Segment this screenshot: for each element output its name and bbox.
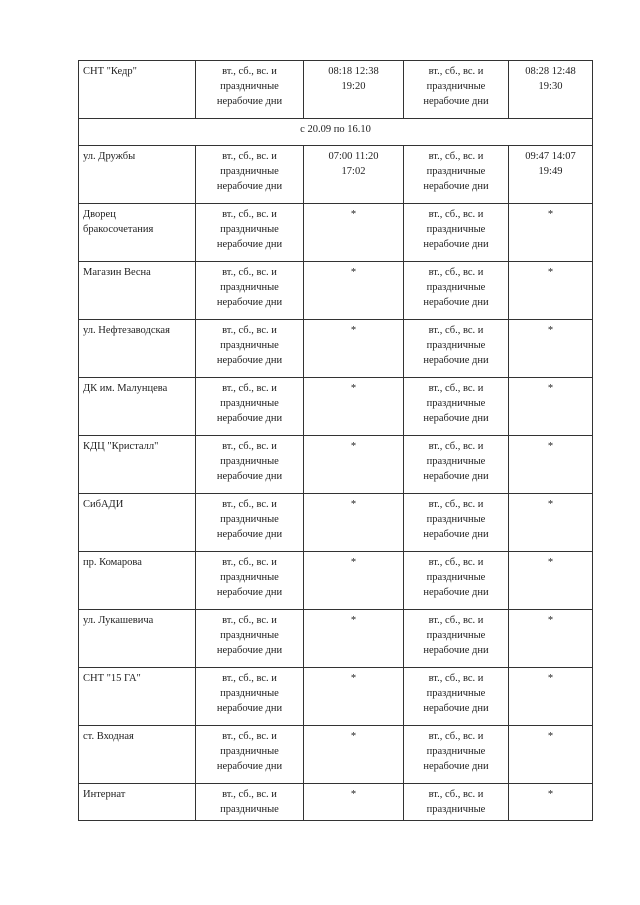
- table-row: [79, 784, 593, 821]
- time-cell: [509, 610, 593, 668]
- time-cell: [509, 784, 593, 821]
- days-line: праздничные: [220, 804, 279, 815]
- days-line: нерабочие дни: [216, 181, 283, 192]
- time-line: 07:00 11:20: [328, 151, 379, 162]
- star-mark: *: [547, 499, 554, 510]
- stop-name: [79, 320, 196, 378]
- time-line: 17:02: [341, 166, 366, 177]
- stop-name-line: бракосочетания: [83, 224, 154, 235]
- days-line: вт., сб., вс. и: [222, 441, 277, 452]
- days-line: вт., сб., вс. и: [222, 383, 277, 394]
- star-mark: *: [547, 789, 554, 800]
- days-cell: [404, 494, 509, 552]
- star-mark: *: [350, 789, 357, 800]
- stop-name: [79, 494, 196, 552]
- days-line: нерабочие дни: [423, 239, 489, 250]
- days-line: праздничные: [426, 282, 486, 293]
- days-line: вт., сб., вс. и: [428, 66, 484, 77]
- days-line: нерабочие дни: [423, 587, 489, 598]
- days-cell: [404, 668, 509, 726]
- days-line: праздничные: [220, 688, 279, 699]
- stop-name-line: СибАДИ: [83, 499, 124, 510]
- star-mark: *: [547, 383, 554, 394]
- star-mark: *: [547, 615, 554, 626]
- days-cell: [404, 552, 509, 610]
- days-line: вт., сб., вс. и: [428, 209, 484, 220]
- days-cell: [404, 610, 509, 668]
- time-cell: [304, 320, 404, 378]
- days-cell: [196, 610, 304, 668]
- days-line: праздничные: [220, 398, 279, 409]
- days-cell: [196, 436, 304, 494]
- time-cell: [304, 726, 404, 784]
- days-line: праздничные: [220, 630, 279, 641]
- time-cell: [509, 726, 593, 784]
- days-line: нерабочие дни: [216, 587, 283, 598]
- star-mark: *: [547, 441, 554, 452]
- time-cell: [509, 668, 593, 726]
- time-cell: [509, 378, 593, 436]
- days-line: праздничные: [426, 804, 486, 815]
- days-cell: [404, 784, 509, 821]
- period-row: [79, 119, 593, 146]
- star-mark: *: [350, 731, 357, 742]
- time-cell: [509, 61, 593, 119]
- star-mark: *: [350, 267, 357, 278]
- stop-name: [79, 262, 196, 320]
- star-mark: *: [547, 325, 554, 336]
- time-cell: [509, 262, 593, 320]
- days-line: вт., сб., вс. и: [222, 789, 277, 800]
- days-line: нерабочие дни: [216, 239, 283, 250]
- days-cell: [196, 726, 304, 784]
- days-line: вт., сб., вс. и: [222, 151, 277, 162]
- days-line: вт., сб., вс. и: [222, 615, 277, 626]
- table-row: [79, 552, 593, 610]
- time-cell: [304, 146, 404, 204]
- days-line: праздничные: [426, 224, 486, 235]
- time-cell: [304, 262, 404, 320]
- days-cell: [404, 61, 509, 119]
- days-cell: [196, 552, 304, 610]
- days-line: праздничные: [220, 81, 279, 92]
- bus-schedule-table: [78, 60, 593, 821]
- table-row: [79, 494, 593, 552]
- stop-name-line: ул. Дружбы: [83, 151, 136, 162]
- star-mark: *: [350, 615, 357, 626]
- stop-name-line: ул. Нефтезаводская: [83, 325, 170, 336]
- time-cell: [304, 784, 404, 821]
- days-line: нерабочие дни: [216, 471, 283, 482]
- stop-name: [79, 436, 196, 494]
- table-row: [79, 61, 593, 119]
- days-cell: [196, 61, 304, 119]
- time-line: 08:18 12:38: [328, 66, 379, 77]
- days-line: вт., сб., вс. и: [428, 615, 484, 626]
- days-cell: [196, 262, 304, 320]
- days-cell: [404, 146, 509, 204]
- days-line: нерабочие дни: [216, 96, 283, 107]
- days-line: вт., сб., вс. и: [222, 66, 277, 77]
- days-line: праздничные: [220, 224, 279, 235]
- time-cell: [304, 610, 404, 668]
- days-cell: [196, 320, 304, 378]
- star-mark: *: [547, 209, 554, 220]
- star-mark: *: [350, 383, 357, 394]
- table-row: [79, 610, 593, 668]
- stop-name: СНТ "Кедр": [79, 61, 196, 119]
- days-cell: [404, 726, 509, 784]
- time-cell: [509, 204, 593, 262]
- days-line: праздничные: [426, 630, 486, 641]
- days-line: вт., сб., вс. и: [428, 383, 484, 394]
- days-line: праздничные: [426, 688, 486, 699]
- stop-name-line: ДК им. Малунцева: [83, 383, 168, 394]
- days-cell: [404, 320, 509, 378]
- time-cell: [509, 436, 593, 494]
- days-line: вт., сб., вс. и: [428, 673, 484, 684]
- days-line: нерабочие дни: [423, 645, 489, 656]
- days-line: вт., сб., вс. и: [428, 557, 484, 568]
- days-line: нерабочие дни: [423, 413, 489, 424]
- days-line: нерабочие дни: [216, 355, 283, 366]
- stop-name: [79, 668, 196, 726]
- star-mark: *: [350, 499, 357, 510]
- star-mark: *: [350, 325, 357, 336]
- star-mark: *: [547, 557, 554, 568]
- time-cell: [304, 378, 404, 436]
- table-row: [79, 726, 593, 784]
- stop-name: [79, 204, 196, 262]
- stop-name: [79, 552, 196, 610]
- days-line: праздничные: [426, 514, 486, 525]
- stop-name-line: Интернат: [83, 789, 126, 800]
- time-cell: [304, 668, 404, 726]
- days-cell: [196, 784, 304, 821]
- time-line: 08:28 12:48: [525, 66, 576, 77]
- days-line: праздничные: [426, 81, 486, 92]
- days-line: нерабочие дни: [423, 355, 489, 366]
- stop-name-line: Дворец: [83, 209, 116, 220]
- days-line: праздничные: [220, 456, 279, 467]
- days-line: праздничные: [220, 340, 279, 351]
- days-cell: [196, 378, 304, 436]
- days-cell: [404, 262, 509, 320]
- star-mark: *: [350, 673, 357, 684]
- days-line: праздничные: [426, 166, 486, 177]
- stop-name: [79, 378, 196, 436]
- time-cell: [509, 320, 593, 378]
- days-line: вт., сб., вс. и: [222, 209, 277, 220]
- table-row: [79, 436, 593, 494]
- table-row: [79, 668, 593, 726]
- days-line: нерабочие дни: [423, 761, 489, 772]
- days-line: нерабочие дни: [216, 413, 283, 424]
- stop-name-line: Магазин Весна: [83, 267, 151, 278]
- days-line: вт., сб., вс. и: [428, 731, 484, 742]
- time-cell: [304, 494, 404, 552]
- days-line: праздничные: [220, 514, 279, 525]
- days-line: праздничные: [220, 572, 279, 583]
- stop-name-line: пр. Комарова: [83, 557, 142, 568]
- days-line: вт., сб., вс. и: [222, 325, 277, 336]
- time-cell: [509, 146, 593, 204]
- stop-name-line: ул. Лукашевича: [83, 615, 154, 626]
- days-line: нерабочие дни: [216, 761, 283, 772]
- days-line: нерабочие дни: [216, 529, 283, 540]
- days-line: нерабочие дни: [216, 703, 283, 714]
- days-line: нерабочие дни: [423, 181, 489, 192]
- days-line: праздничные: [220, 166, 279, 177]
- days-cell: [404, 204, 509, 262]
- star-mark: *: [547, 673, 554, 684]
- time-cell: [509, 552, 593, 610]
- star-mark: *: [350, 209, 357, 220]
- days-line: нерабочие дни: [423, 471, 489, 482]
- days-line: праздничные: [220, 282, 279, 293]
- days-line: вт., сб., вс. и: [428, 151, 484, 162]
- stop-name: [79, 610, 196, 668]
- table-row: [79, 262, 593, 320]
- time-cell: [304, 552, 404, 610]
- days-line: нерабочие дни: [423, 96, 489, 107]
- days-cell: [196, 204, 304, 262]
- days-cell: [196, 668, 304, 726]
- table-row: [79, 146, 593, 204]
- days-line: праздничные: [426, 746, 486, 757]
- days-line: нерабочие дни: [216, 297, 283, 308]
- days-line: вт., сб., вс. и: [428, 499, 484, 510]
- days-line: вт., сб., вс. и: [428, 267, 484, 278]
- star-mark: *: [547, 731, 554, 742]
- days-cell: [404, 436, 509, 494]
- stop-name: [79, 146, 196, 204]
- time-cell: [304, 61, 404, 119]
- star-mark: *: [350, 441, 357, 452]
- star-mark: *: [547, 267, 554, 278]
- star-mark: *: [350, 557, 357, 568]
- days-line: вт., сб., вс. и: [222, 731, 277, 742]
- stop-name: [79, 784, 196, 821]
- time-line: 09:47 14:07: [525, 151, 576, 162]
- table-row: [79, 320, 593, 378]
- time-line: 19:49: [538, 166, 563, 177]
- period-label: с 20.09 по 16.10: [79, 119, 593, 146]
- days-line: праздничные: [426, 572, 486, 583]
- time-line: 19:20: [341, 81, 366, 92]
- days-line: праздничные: [426, 398, 486, 409]
- time-cell: [304, 436, 404, 494]
- days-line: вт., сб., вс. и: [222, 673, 277, 684]
- days-line: праздничные: [426, 456, 486, 467]
- days-line: праздничные: [426, 340, 486, 351]
- days-line: нерабочие дни: [216, 645, 283, 656]
- stop-name-line: КДЦ "Кристалл": [83, 441, 159, 452]
- days-line: нерабочие дни: [423, 529, 489, 540]
- days-line: нерабочие дни: [423, 297, 489, 308]
- time-cell: [304, 204, 404, 262]
- stop-name-line: СНТ "15 ГА": [83, 673, 141, 684]
- stop-name: [79, 726, 196, 784]
- table-row: [79, 204, 593, 262]
- days-line: вт., сб., вс. и: [222, 557, 277, 568]
- days-line: вт., сб., вс. и: [428, 325, 484, 336]
- days-cell: [196, 494, 304, 552]
- stop-name-line: ст. Входная: [83, 731, 134, 742]
- days-line: праздничные: [220, 746, 279, 757]
- days-cell: [404, 378, 509, 436]
- days-line: вт., сб., вс. и: [222, 499, 277, 510]
- days-line: вт., сб., вс. и: [428, 789, 484, 800]
- table-row: [79, 378, 593, 436]
- days-line: нерабочие дни: [423, 703, 489, 714]
- days-cell: [196, 146, 304, 204]
- time-line: 19:30: [538, 81, 563, 92]
- time-cell: [509, 494, 593, 552]
- days-line: вт., сб., вс. и: [222, 267, 277, 278]
- days-line: вт., сб., вс. и: [428, 441, 484, 452]
